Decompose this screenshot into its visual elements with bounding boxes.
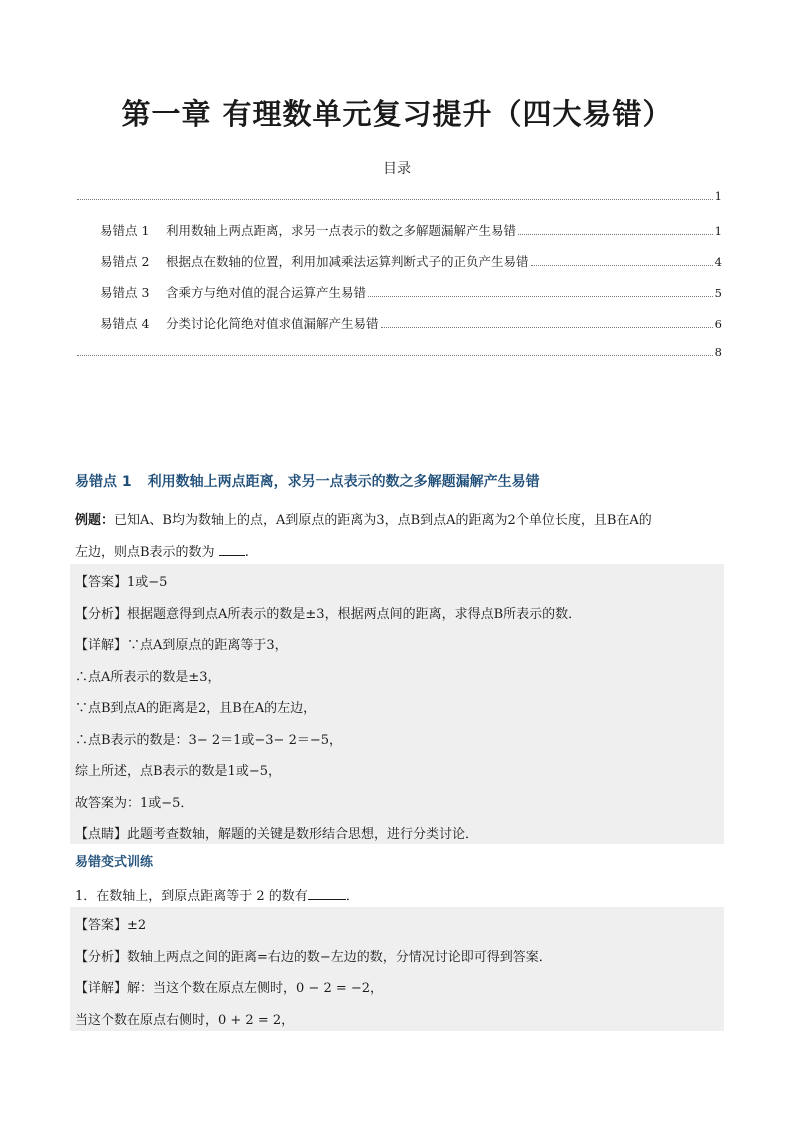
toc-dot-leader — [368, 296, 713, 297]
section-heading — [75, 471, 540, 491]
detail-line — [75, 977, 383, 996]
answer-tag: 【答案】 — [75, 575, 128, 590]
toc-dot-leader — [381, 327, 713, 328]
detail-line: 综上所述，点B表示的数是1或−5， — [75, 764, 281, 779]
detail-text: 解：当这个数在原点左侧时，0 − 2 = −2， — [127, 981, 384, 996]
toc-dot-leader — [531, 265, 713, 266]
toc-item-3[interactable] — [100, 283, 722, 301]
toc-item-number: 易错点 1 — [100, 223, 150, 238]
analysis-text: 根据题意得到点A所表示的数是±3，根据两点间的距离，求得点B所表示的数． — [127, 607, 582, 622]
toc-item-2[interactable] — [100, 252, 722, 270]
question-end: ． — [345, 889, 359, 904]
comment-tag: 【点睛】 — [75, 827, 128, 842]
toc-page-number: 5 — [714, 286, 722, 300]
toc-item-4[interactable] — [100, 314, 722, 332]
toc-item-text: 含乘方与绝对值的混合运算产生易错 — [166, 285, 367, 300]
detail-text: ∵点A到原点的距离等于3， — [127, 638, 288, 653]
analysis-tag: 【分析】 — [75, 607, 128, 622]
question-1 — [75, 885, 359, 904]
analysis-line — [75, 603, 581, 622]
detail-line: 当这个数在原点右侧时，0 + 2 = 2， — [75, 1013, 295, 1028]
detail-tag: 【详解】 — [75, 638, 128, 653]
question-text: 1．在数轴上，到原点距离等于 2 的数有 — [75, 889, 308, 904]
toc-page-number: 4 — [714, 255, 722, 269]
toc-item-number: 易错点 2 — [100, 254, 150, 269]
toc-top-entry[interactable] — [75, 189, 722, 207]
analysis-text: 数轴上两点之间的距离=右边的数−左边的数，分情况讨论即可得到答案． — [127, 950, 552, 965]
detail-line — [75, 634, 288, 653]
toc-item-number: 易错点 4 — [100, 316, 150, 331]
practice-heading: 易错变式训练 — [75, 855, 154, 870]
section-number: 易错点 1 — [75, 474, 132, 490]
analysis-tag: 【分析】 — [75, 950, 128, 965]
comment-line — [75, 823, 478, 842]
example-line-1 — [75, 509, 652, 528]
toc-item-1[interactable] — [100, 221, 722, 239]
detail-line: 故答案为：1或−5． — [75, 796, 194, 811]
toc-item-number: 易错点 3 — [100, 285, 150, 300]
toc-dot-leader — [77, 355, 713, 356]
example-text: 左边，则点B表示的数为 — [75, 545, 215, 560]
detail-line: ∴点B表示的数是：3− 2＝1或−3− 2＝−5， — [75, 733, 343, 748]
example-period: . — [244, 545, 249, 560]
answer-tag: 【答案】 — [75, 918, 128, 933]
example-label: 例题： — [75, 513, 115, 528]
comment-text: 此题考查数轴，解题的关键是数形结合思想，进行分类讨论． — [127, 827, 479, 842]
toc-item-text: 根据点在数轴的位置，利用加减乘法运算判断式子的正负产生易错 — [166, 254, 529, 269]
toc-bottom-entry[interactable] — [75, 345, 722, 363]
toc-page-number: 8 — [714, 345, 722, 359]
detail-tag: 【详解】 — [75, 981, 128, 996]
section-title: 利用数轴上两点距离，求另一点表示的数之多解题漏解产生易错 — [147, 474, 540, 490]
toc-dot-leader — [77, 199, 713, 200]
example-text: 已知A、B均为数轴上的点，A到原点的距离为3，点B到点A的距离为2个单位长度，且B在A的 — [114, 513, 652, 528]
detail-line: ∴点A所表示的数是±3， — [75, 670, 221, 685]
example-line-2 — [75, 541, 249, 560]
toc-page-number: 1 — [714, 224, 722, 238]
toc-heading: 目录 — [383, 161, 411, 177]
answer-value: 1或−5 — [127, 575, 168, 590]
toc-item-text: 分类讨论化简绝对值求值漏解产生易错 — [166, 316, 379, 331]
answer-blank — [308, 887, 346, 900]
answer-line — [75, 571, 167, 590]
toc-item-text: 利用数轴上两点距离，求另一点表示的数之多解题漏解产生易错 — [166, 223, 517, 238]
analysis-line — [75, 946, 552, 965]
page-title: 第一章 有理数单元复习提升（四大易错） — [121, 97, 673, 131]
detail-line: ∵点B到点A的距离是2，且B在A的左边， — [75, 701, 317, 716]
answer-value: ±2 — [127, 918, 147, 933]
answer-line — [75, 914, 146, 933]
toc-page-number: 1 — [714, 189, 722, 203]
toc-page-number: 6 — [714, 317, 722, 331]
toc-dot-leader — [518, 234, 713, 235]
answer-blank — [219, 543, 245, 556]
